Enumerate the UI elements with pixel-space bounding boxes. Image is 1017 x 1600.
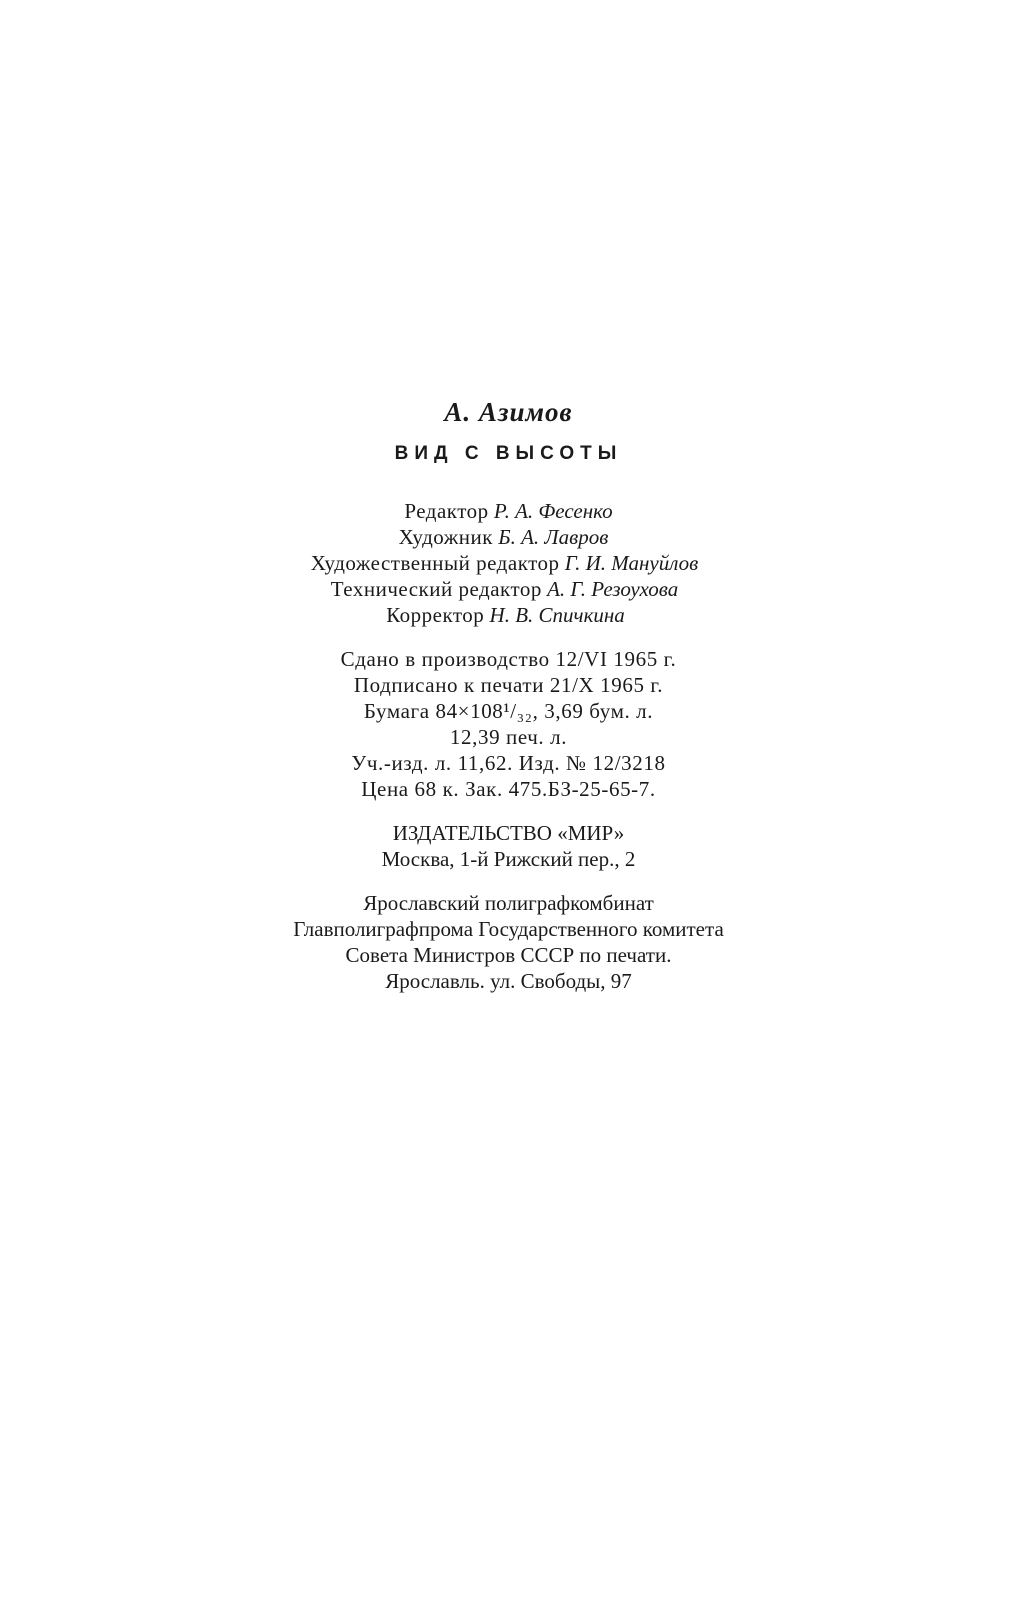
print-detail-line: Подписано к печати 21/X 1965 г. (353, 673, 664, 697)
credit-name: А. Г. Резоухова (547, 577, 679, 601)
credit-role: Технический редактор (330, 577, 542, 601)
credit-line-artist (0, 524, 1017, 550)
credit-line-editor (0, 498, 1017, 524)
credit-role: Редактор (404, 499, 489, 523)
print-detail-line: Бумага 84×108¹/₃₂, 3,69 бум. л. (363, 699, 654, 723)
book-author: А. Азимов (444, 397, 573, 427)
credit-role: Корректор (386, 603, 485, 627)
publisher-name: ИЗДАТЕЛЬСТВО «МИР» (392, 821, 625, 845)
colophon (0, 396, 1017, 994)
credit-name: Г. И. Мануйлов (564, 551, 699, 575)
credit-line-tech-editor (0, 576, 1017, 602)
publisher-address: Москва, 1-й Рижский пер., 2 (381, 847, 636, 871)
printer-line: Главполиграфпрома Государственного комитета (293, 917, 724, 941)
credit-role: Художник (398, 525, 493, 549)
printer-line: Ярославский полиграфкомбинат (363, 891, 654, 915)
publisher-block (0, 820, 1017, 872)
print-detail-line: Сдано в производство 12/VI 1965 г. (340, 647, 677, 671)
book-title: ВИД С ВЫСОТЫ (394, 443, 623, 464)
credit-name: Н. В. Спичкина (489, 603, 625, 627)
print-detail-line: Уч.-изд. л. 11,62. Изд. № 12/3218 (351, 751, 666, 775)
print-detail-line: 12,39 печ. л. (449, 725, 568, 749)
print-details-block (0, 646, 1017, 802)
printer-line: Ярославль. ул. Свободы, 97 (385, 969, 632, 993)
credit-line-proofreader (0, 602, 1017, 628)
print-detail-line: Цена 68 к. Зак. 475.БЗ-25-65-7. (361, 777, 656, 801)
printer-line: Совета Министров СССР по печати. (345, 943, 672, 967)
printer-block (0, 890, 1017, 994)
credit-name: Р. А. Фесенко (493, 499, 613, 523)
credit-role: Художественный редактор (310, 551, 560, 575)
credits-block (0, 498, 1017, 628)
credit-name: Б. А. Лавров (498, 525, 609, 549)
credit-line-art-editor (0, 550, 1017, 576)
